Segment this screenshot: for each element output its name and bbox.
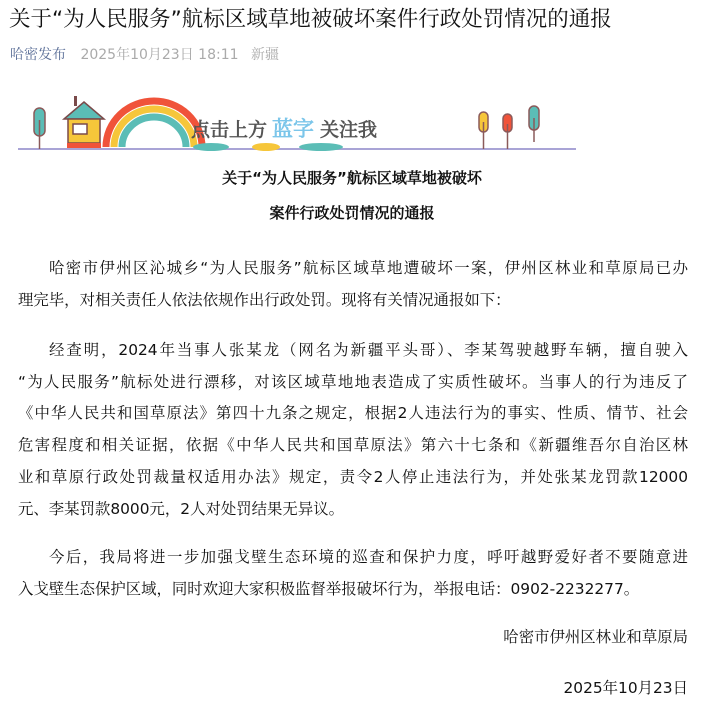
article-meta (10, 45, 279, 65)
subtitle-line-2: 案件行政处罚情况的通报 (269, 204, 435, 222)
banner-text-c: 关注我 (320, 119, 378, 141)
paragraph-2-line: 业和草原行政处罚裁量权适用办法》规定，责令2人停止违法行为，并处张某龙罚款12000 (18, 468, 688, 486)
paragraph-2-line: “为人民服务”航标处进行漂移，对该区域草地地表造成了实质性破坏。当事人的行为违反了 (18, 373, 688, 391)
paragraph-2-line: 《中华人民共和国草原法》第四十九条之规定，根据2人违法行为的事实、性质、情节、社会 (18, 404, 688, 422)
subtitle-line-1: 关于“为人民服务”航标区域草地被破坏 (222, 169, 482, 187)
paragraph-3-line: 今后，我局将进一步加强戈壁生态环境的巡查和保护力度，呼吁越野爱好者不要随意进 (49, 548, 688, 566)
paragraph-2-line: 元、李某罚款8000元，2人对处罚结果无异议。 (18, 500, 344, 518)
tree-icon (503, 114, 512, 149)
publish-time: 2025年10月23日 18:11 (80, 47, 239, 63)
tree-icon (34, 108, 45, 149)
signature-org: 哈密市伊州区林业和草原局 (503, 628, 688, 646)
paragraph-2-line: 经查明，2024年当事人张某龙（网名为新疆平头哥）、李某驾驶越野车辆，擅自驶入 (49, 341, 688, 359)
tree-icon (479, 112, 488, 149)
paragraph-1-line: 理完毕，对相关责任人依法依规作出行政处罚。现将有关情况通报如下： (18, 291, 511, 309)
house-icon (64, 96, 104, 148)
signature-date: 2025年10月23日 (563, 679, 688, 697)
paragraph-1-line: 哈密市伊州区沁城乡“为人民服务”航标区域草地遭破坏一案，伊州区林业和草原局已办 (49, 259, 688, 277)
tree-icon (529, 106, 539, 142)
paragraph-3-line: 入戈壁生态保护区域，同时欢迎大家积极监督举报破坏行为，举报电话：0902-2232277。 (18, 580, 640, 598)
banner-text-a: 点击上方 (191, 119, 268, 141)
account-name-link[interactable]: 哈密发布 (10, 47, 66, 63)
follow-banner (16, 92, 578, 154)
publish-location: 新疆 (250, 47, 279, 63)
paragraph-2-line: 危害程度和相关证据，依据《中华人民共和国草原法》第六十七条和《新疆维吾尔自治区林 (18, 436, 688, 454)
banner-text-b: 蓝字 (272, 117, 314, 141)
article-title: 关于“为人民服务”航标区域草地被破坏案件行政处罚情况的通报 (9, 7, 612, 32)
